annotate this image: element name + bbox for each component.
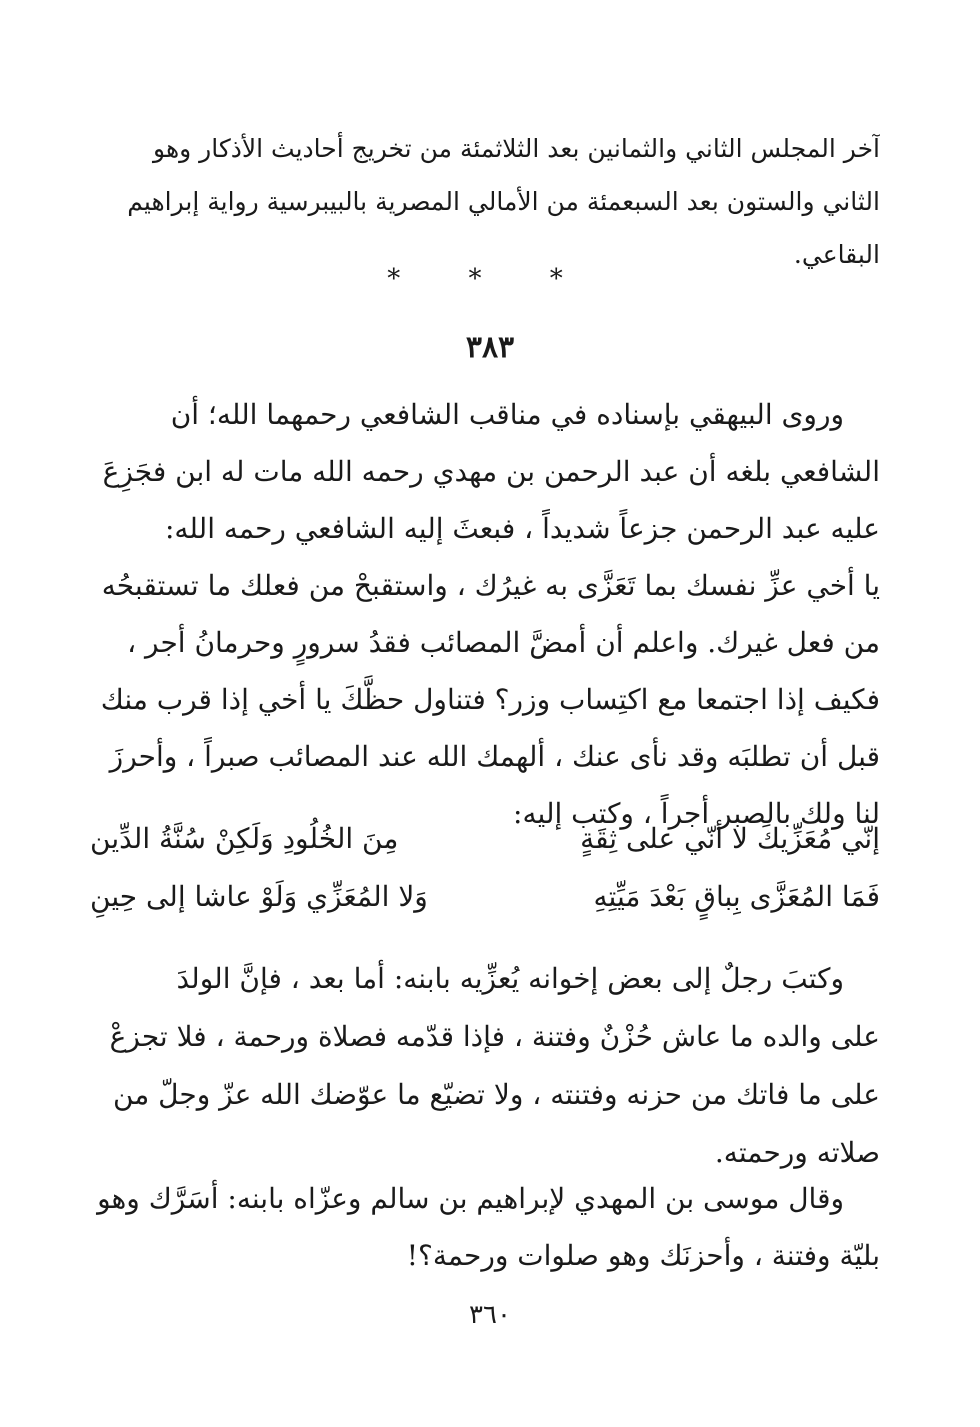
text-line: قبل أن تطلبَه وقد نأى عنك ، ألهمك الله عند المصائب صبراً ، وأحرزَ (109, 740, 880, 773)
text-line: عليه عبد الرحمن جزعاً شديداً ، فبعثَ إليه الشافعي رحمه الله: (164, 512, 880, 545)
text-line: على والده ما عاش حُزْنٌ وفتنة ، فإذا قدّمه فصلاة ورحمة ، فلا تجزعْ (109, 1020, 880, 1053)
text-line: آخر المجلس الثاني والثمانين بعد الثلاثمئة من تخريج أحاديث الأذكار وهو (153, 134, 880, 163)
text-line: وقال موسى بن المهدي لإبراهيم بن سالم وعزّاه بابنه: أسَرَّك وهو (97, 1182, 844, 1215)
text-line: على ما فاتك من حزنه وفتنته ، ولا تضيّع ما عوّضك الله عزّ وجلّ من (112, 1078, 880, 1111)
text-line: الثاني والستون بعد السبعمئة من الأمالي المصرية بالبيبرسية رواية إبراهيم (127, 187, 880, 216)
text-line: صلاته ورحمته. (714, 1136, 880, 1169)
text-line: البقاعي. (793, 240, 880, 269)
verse-first-hemistich: فَمَا المُعَزَّى بِباقٍ بَعْدَ مَيِّتِهِ (593, 880, 880, 913)
letter-paragraph (90, 950, 880, 1182)
verse-first-hemistich: إنّي مُعَزِّيكَ لا أنّي على ثِقَةٍ (580, 822, 880, 855)
intro-paragraph (90, 122, 880, 281)
page-number: ٣٦٠ (469, 1300, 511, 1330)
text-line: من فعل غيرك. واعلم أن أمضَّ المصائب فقدُ سرورٍ وحرمانُ أجر ، (127, 626, 880, 659)
poetry-verse (90, 822, 880, 878)
text-line: يا أخي عزِّ نفسك بما تَعَزَّى به غيرُك ، واستقبحْ من فعلك ما تستقبحُه (101, 569, 880, 602)
text-line: فكيف إذا اجتمعا مع اكتِساب وزر؟ فتناول حظَّكَ يا أخي إذا قرب منك (100, 683, 880, 716)
closing-paragraph (90, 1170, 880, 1284)
main-paragraph (90, 386, 880, 842)
verse-second-hemistich: وَلا المُعَزِّي وَلَوْ عاشا إلى حِينِ (90, 880, 428, 913)
text-line: الشافعي بلغه أن عبد الرحمن بن مهدي رحمه الله مات له ابن فجَزِعَ (102, 455, 880, 488)
verse-second-hemistich: مِنَ الخُلُودِ وَلَكِنْ سُنَّةُ الدِّين (90, 822, 399, 855)
text-line: لنا ولك بالصبر أجراً ، وكتب إليه: (513, 797, 880, 830)
poetry-verse (90, 880, 880, 936)
section-separator: * * * (387, 264, 593, 294)
text-line: بليّة وفتنة ، وأحزنَك وهو صلوات ورحمة؟! (406, 1239, 880, 1272)
text-line: وكتبَ رجلٌ إلى بعض إخوانه يُعزِّيه بابنه: أما بعد ، فإنَّ الولدَ (176, 962, 844, 995)
text-line: وروى البيهقي بإسناده في مناقب الشافعي رحمهما الله؛ أن (170, 398, 844, 431)
section-number: ٣٨٣ (465, 330, 515, 365)
